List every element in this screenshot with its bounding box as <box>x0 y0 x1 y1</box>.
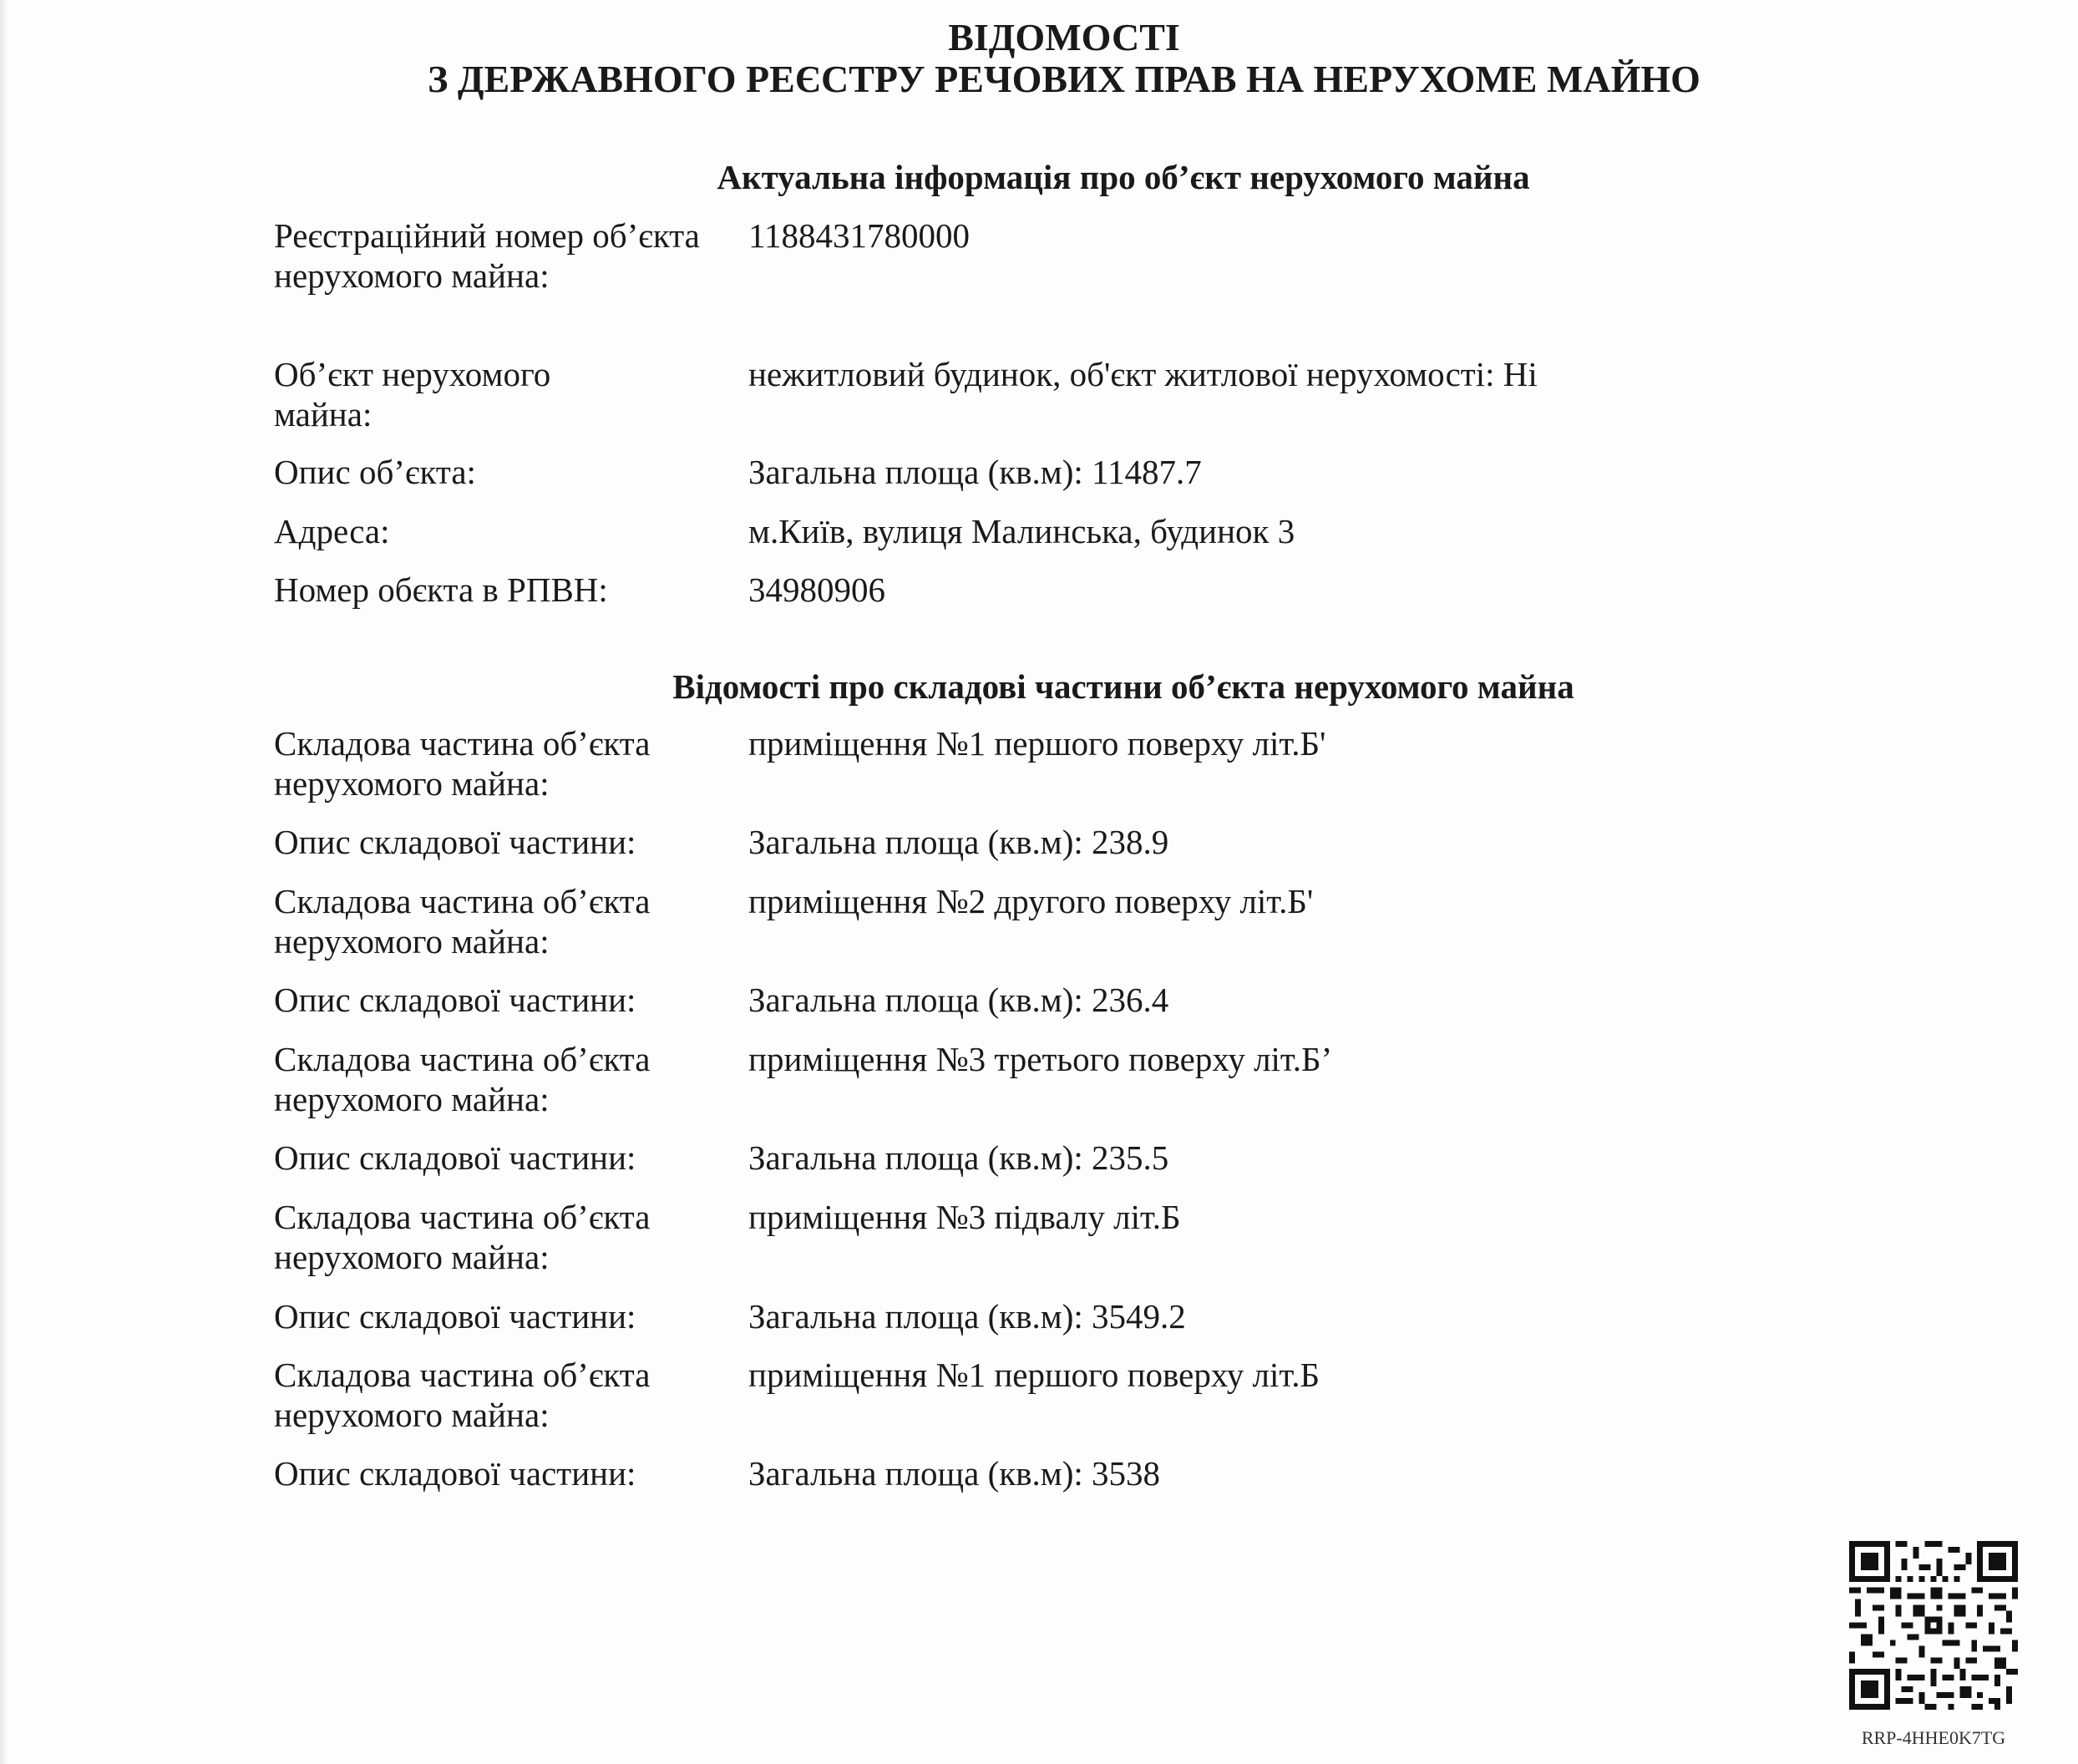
row-label: Опис складової частини: <box>274 1297 636 1336</box>
row-value: Загальна площа (кв.м): 238.9 <box>748 823 1169 861</box>
row-label: Об’єкт нерухомого майна: <box>274 355 551 433</box>
row-label: Складова частина об’єкта нерухомого майна: <box>274 1198 651 1276</box>
row-label: Реєстраційний номер об’єкта нерухомого майна: <box>274 216 700 295</box>
document-title-line2: З ДЕРЖАВНОГО РЕЄСТРУ РЕЧОВИХ ПРАВ НА НЕРУХОМЕ МАЙНО <box>428 58 1700 100</box>
row-label: Опис складової частини: <box>274 1138 636 1177</box>
row-label: Складова частина об’єкта нерухомого майна: <box>274 1356 651 1434</box>
row-value: Загальна площа (кв.м): 3549.2 <box>748 1297 1186 1336</box>
row-value: Загальна площа (кв.м): 11487.7 <box>748 453 1202 491</box>
row-label: Номер обєкта в РПВН: <box>274 570 608 609</box>
row-label: Опис об’єкта: <box>274 453 476 491</box>
document-title-line1: ВІДОМОСТІ <box>948 16 1180 58</box>
row-value: 34980906 <box>748 570 885 609</box>
row-label: Складова частина об’єкта нерухомого майна: <box>274 724 651 803</box>
row-value: приміщення №3 третього поверху літ.Б’ <box>748 1040 1333 1078</box>
section-components-heading: Відомості про складові частини об’єкта нерухомого майна <box>672 667 1574 706</box>
row-label: Складова частина об’єкта нерухомого майна: <box>274 882 651 961</box>
row-value: 1188431780000 <box>748 216 970 255</box>
page-scan-edge <box>0 0 8 1764</box>
row-value: приміщення №1 першого поверху літ.Б <box>748 1356 1320 1394</box>
row-label: Опис складової частини: <box>274 823 636 861</box>
row-label: Опис складової частини: <box>274 981 636 1019</box>
row-value: Загальна площа (кв.м): 236.4 <box>748 981 1169 1019</box>
row-value: приміщення №3 підвалу літ.Б <box>748 1198 1181 1236</box>
row-value: приміщення №2 другого поверху літ.Б' <box>748 882 1314 920</box>
row-value: нежитловий будинок, об'єкт житлової нерухомості: Ні <box>748 355 1538 393</box>
section-current-info-heading: Актуальна інформація про об’єкт нерухомого майна <box>717 158 1530 196</box>
row-value: м.Київ, вулиця Малинська, будинок 3 <box>748 512 1295 550</box>
row-value: Загальна площа (кв.м): 235.5 <box>748 1138 1169 1177</box>
row-label: Опис складової частини: <box>274 1454 636 1493</box>
row-value: приміщення №1 першого поверху літ.Б' <box>748 724 1326 763</box>
row-label: Адреса: <box>274 512 390 550</box>
row-value: Загальна площа (кв.м): 3538 <box>748 1454 1161 1493</box>
qr-code-icon <box>1849 1541 2018 1710</box>
row-label: Складова частина об’єкта нерухомого майна: <box>274 1040 651 1118</box>
document-code: RRP-4HHE0K7TG <box>1861 1727 2006 1748</box>
